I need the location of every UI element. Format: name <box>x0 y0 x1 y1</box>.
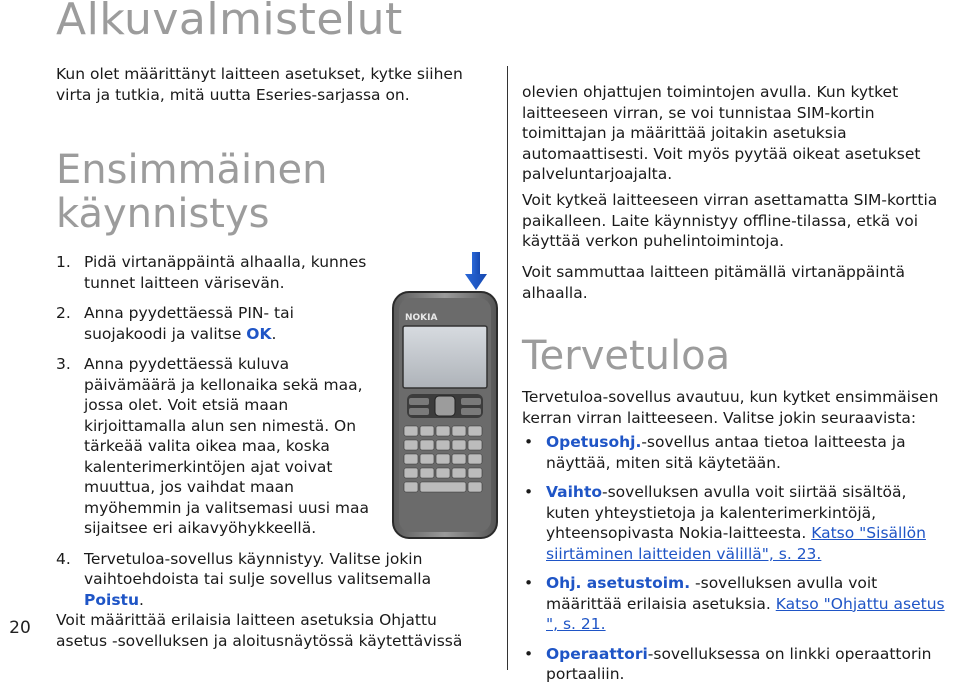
option-term: Opetusohj. <box>546 433 642 451</box>
bullet: • <box>524 574 534 592</box>
list-item <box>522 482 952 564</box>
list-item <box>522 573 952 635</box>
step-punct: . <box>139 590 144 609</box>
column-divider <box>507 66 508 670</box>
step-text: Tervetuloa-sovellus käynnistyy. Valitse jokin vaihtoehdoista tai sulje sovellus valitsemalla <box>84 549 432 588</box>
page-number: 20 <box>9 618 31 638</box>
cross-reference-link[interactable]: Katso "Ohjattu asetus ", s. 21. <box>546 594 945 633</box>
poistu-label: Poistu <box>84 590 139 609</box>
step-4 <box>56 549 452 611</box>
cross-reference-link[interactable]: Katso "Sisällön siirtäminen laitteiden välillä", s. 23. <box>546 524 926 563</box>
option-term: Ohj. asetustoim. <box>546 574 691 592</box>
heading-line-2: käynnistys <box>56 191 270 237</box>
option-text: -sovelluksen avulla voit siirtää sisältöä, kuten yhteystietoja ja kalenterimerkintöjä, yhteensopivasta Nokia-laitteesta. <box>546 483 907 542</box>
step-2 <box>56 303 334 344</box>
page-title: Alkuvalmistelut <box>56 0 403 45</box>
setup-paragraph: Voit määrittää erilaisia laitteen asetuksia Ohjattu asetus -sovelluksen ja aloitusnäytössä käytettävissä <box>56 611 463 650</box>
step-number: 4. <box>56 549 71 568</box>
power-off-paragraph: Voit sammuttaa laitteen pitämällä virtanäppäintä alhaalla. <box>522 263 905 302</box>
intro-text: Kun olet määrittänyt laitteen asetukset, kytke siihen virta ja tutkia, mitä uutta Eseries-sarjassa on. <box>56 65 463 104</box>
bullet: • <box>524 483 534 501</box>
welcome-options <box>522 432 952 694</box>
list-item <box>522 644 952 685</box>
step-text: Anna pyydettäessä PIN- tai suojakoodi ja valitse <box>84 304 294 343</box>
step-number: 3. <box>56 355 71 373</box>
option-text: -sovelluksen avulla voit määrittää erilaisia asetuksia. <box>546 574 878 613</box>
step-text: Pidä virtanäppäintä alhaalla, kunnes tunnet laitteen värisevän. <box>84 253 367 292</box>
list-item <box>522 432 952 473</box>
bullet: • <box>524 644 534 663</box>
option-term: Operaattori <box>546 644 648 663</box>
power-arrow-icon <box>465 252 487 290</box>
step-3 <box>56 354 384 539</box>
phone-illustration <box>385 252 505 552</box>
section-heading-first-start <box>56 148 327 236</box>
step-number: 1. <box>56 253 71 271</box>
option-text: -sovelluksessa on linkki operaattorin portaaliin. <box>546 644 932 683</box>
continued-paragraph: olevien ohjattujen toimintojen avulla. Kun kytket laitteeseen virran, se voi tunnistaa SIM-kortin toimittajan ja määrittää joitakin asetuksia automaattisesti. Voit myös pyytää oikeat asetukset palveluntarjoajalta. <box>522 83 921 183</box>
phone-image <box>385 252 505 552</box>
step-number: 2. <box>56 304 71 322</box>
step-punct: . <box>271 324 277 343</box>
ok-label: OK <box>246 324 272 343</box>
option-term: Vaihto <box>546 483 603 501</box>
option-text: -sovellus antaa tietoa laitteesta ja näyttää, miten sitä käytetään. <box>546 433 906 472</box>
sim-paragraph: Voit kytkeä laitteeseen virran asettamatta SIM-korttia paikalleen. Laite käynnistyy offline-tilassa, etkä voi käyttää verkon puhelintoimintoja. <box>522 191 938 250</box>
brand-label: NOKIA <box>405 313 438 323</box>
section-heading-welcome: Tervetuloa <box>522 333 731 379</box>
keyboard-keys <box>404 426 482 492</box>
welcome-intro: Tervetuloa-sovellus avautuu, kun kytket ensimmäisen kerran virran laitteeseen. Valitse jokin seuraavista: <box>522 388 939 427</box>
step-1 <box>56 252 414 293</box>
heading-line-1: Ensimmäinen <box>56 147 328 193</box>
bullet: • <box>524 433 534 451</box>
step-text: Anna pyydettäessä kuluva päivämäärä ja kellonaika sekä maa, jossa olet. Voit etsiä maan kirjoittamalla alun sen nimestä. On tärkeää valita oikea maa, koska kalenterimerkintöjen ajat voivat muuttua, jos vaihdat maan myöhemmin ja valitsemasi uusi maa sijaitsee eri aikavyöhykkeellä. <box>84 355 370 537</box>
